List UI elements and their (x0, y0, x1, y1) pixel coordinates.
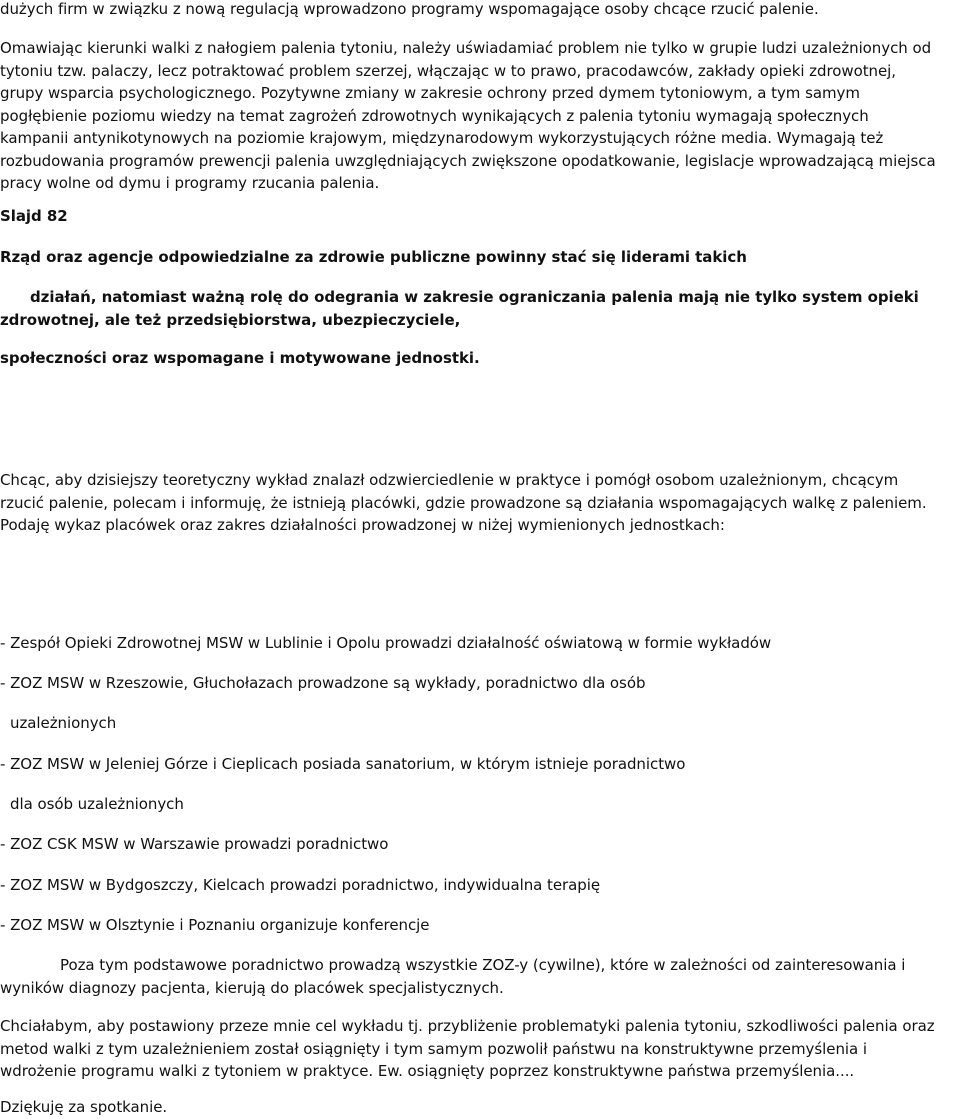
text-line: pracy wolne od dymu i programy rzucania palenia. (0, 174, 380, 192)
text-line: wyników diagnozy pacjenta, kierują do placówek specjalistycznych. (0, 978, 504, 997)
slide-text-line-2 (0, 286, 960, 331)
paragraph-lecture-goal (0, 1015, 960, 1083)
text-line: Chcąc, aby dzisiejszy teoretyczny wykład znalazł odzwierciedlenie w praktyce i pomógł osobom uzależnionym, chcącym (0, 471, 899, 489)
text-line: wdrożenie programu walki z tytoniem w praktyce. Ew. osiągnięty poprzez konstruktywne państwa przemyślenia.... (0, 1062, 855, 1080)
slide-heading: Slajd 82 (0, 207, 68, 225)
paragraph-facilities-intro (0, 469, 960, 537)
text-line: pogłębienie poziomu wiedzy na temat zagrożeń zdrowotnych wynikających z palenia tytoniu wymagają społecznych (0, 106, 869, 125)
text-line: rzucić palenie, polecam i informuję, że istnieją placówki, gdzie prowadzone są działania wspomagających walkę z paleniem. (0, 493, 927, 512)
list-item: - ZOZ MSW w Bydgoszczy, Kielcach prowadzi poradnictwo, indywidualna terapię (0, 876, 601, 894)
text-line: zdrowotnej, ale też przedsiębiorstwa, ubezpieczyciele, (0, 310, 461, 329)
intro-line (0, 0, 960, 21)
slide-text-line-1: Rząd oraz agencje odpowiedzialne za zdrowie publiczne powinny stać się liderami takich (0, 248, 747, 266)
text-line: Chciałabym, aby postawiony przeze mnie cel wykładu tj. przybliżenie problematyki palenia tytoniu, szkodliwości palenia oraz (0, 1017, 935, 1035)
text-line: działań, natomiast ważną rolę do odegrania w zakresie ograniczania palenia mają nie tylko system opieki (30, 288, 919, 306)
text-line: tytoniu tzw. palaczy, lecz potraktować problem szerzej, włączając w to prawo, pracodawców, zakłady opieki zdrowotnej, (0, 61, 897, 80)
text-line: kampanii antynikotynowych na poziomie krajowym, międzynarodowym wykorzystujących różne media. Wymagają też (0, 129, 884, 147)
text-line: rozbudowania programów prewencji palenia uwzględniających zwiększone opodatkowanie, legislacje wprowadzającą miejsca (0, 151, 936, 170)
text-line: Podaję wykaz placówek oraz zakres działalności prowadzonej w niżej wymienionych jednostkach: (0, 516, 725, 534)
text-line: Poza tym podstawowe poradnictwo prowadzą wszystkie ZOZ-y (cywilne), które w zależności od zainteresowania i (60, 956, 906, 974)
text-line: Omawiając kierunki walki z nałogiem palenia tytoniu, należy uświadamiać problem nie tylko w grupie ludzi uzależnionych od (0, 39, 932, 57)
paragraph-smoking-directions (0, 37, 960, 195)
text-line: grupy wsparcia psychologicznego. Pozytywne zmiany w zakresie ochrony przed dymem tytoniowym, a tym samym (0, 84, 860, 102)
list-item: - Zespół Opieki Zdrowotnej MSW w Lublinie i Opolu prowadzi działalność oświatową w formie wykładów (0, 634, 772, 652)
list-item: - ZOZ MSW w Olsztynie i Poznaniu organizuje konferencje (0, 916, 430, 934)
closing-thanks: Dziękuję za spotkanie. (0, 1098, 168, 1116)
list-item-continuation: dla osób uzależnionych (10, 795, 184, 813)
text-line: metod walki z tym uzależnieniem został osiągnięty i tym samym pozwolił państwu na konstruktywne przemyślenia i (0, 1039, 867, 1058)
list-item: - ZOZ MSW w Rzeszowie, Głuchołazach prowadzone są wykłady, poradnictwo dla osób (0, 674, 646, 692)
list-item: - ZOZ MSW w Jeleniej Górze i Cieplicach posiada sanatorium, w którym istnieje poradnictwo (0, 755, 686, 773)
paragraph-basic-counseling (0, 954, 960, 999)
text-line: dużych firm w związku z nową regulacją wprowadzono programy wspomagające osoby chcące rzucić palenie. (0, 0, 819, 18)
list-item: - ZOZ CSK MSW w Warszawie prowadzi poradnictwo (0, 835, 389, 853)
slide-text-line-3: społeczności oraz wspomagane i motywowane jednostki. (0, 349, 480, 367)
list-item-continuation: uzależnionych (10, 714, 117, 732)
